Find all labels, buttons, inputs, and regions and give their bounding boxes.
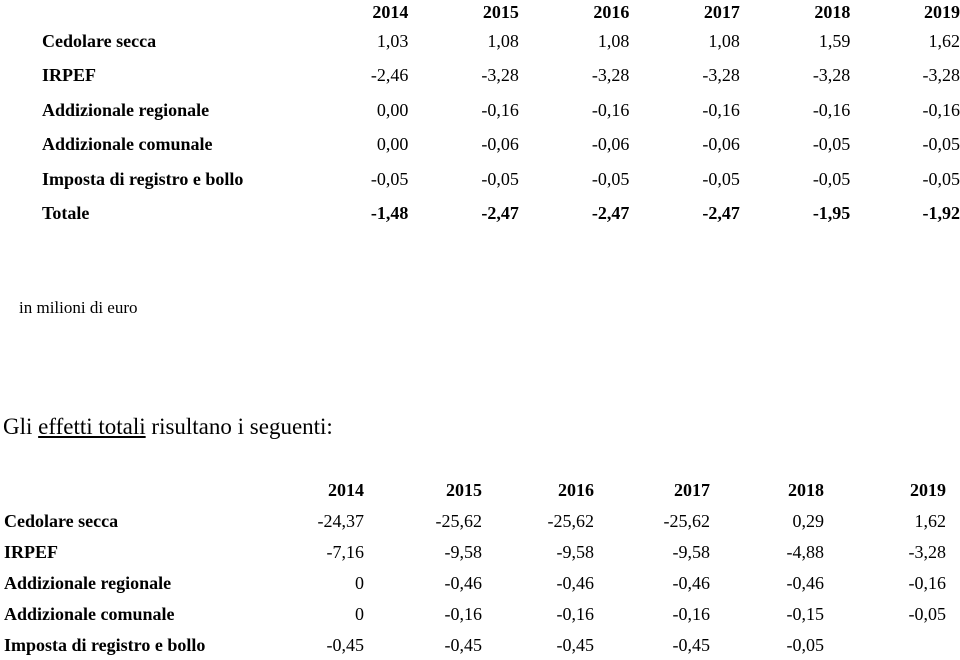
year-header: 2016 bbox=[593, 1, 630, 22]
table-row bbox=[0, 599, 946, 630]
year-header: 2018 bbox=[814, 1, 851, 22]
table-cell: -0,05 bbox=[812, 134, 851, 155]
table-cell: -3,28 bbox=[481, 65, 519, 86]
table-cell: -0,05 bbox=[702, 168, 740, 189]
table-cell: -9,58 bbox=[556, 542, 594, 562]
table-cell: -0,16 bbox=[702, 99, 740, 120]
table-cell: -0,16 bbox=[672, 604, 710, 624]
year-header: 2017 bbox=[674, 480, 710, 500]
table-cell: -3,28 bbox=[702, 65, 740, 86]
table-cell: -0,06 bbox=[591, 134, 630, 155]
row-label: Cedolare secca bbox=[4, 511, 119, 531]
unit-note: in milioni di euro bbox=[19, 298, 138, 317]
row-label: Addizionale regionale bbox=[4, 573, 172, 593]
table-cell: -0,05 bbox=[591, 168, 630, 189]
table-cell: -0,05 bbox=[812, 168, 851, 189]
year-header: 2016 bbox=[558, 480, 594, 500]
table-row bbox=[0, 128, 960, 163]
table-cell: -0,16 bbox=[556, 604, 594, 624]
table-cell: -3,28 bbox=[591, 65, 630, 86]
year-header: 2015 bbox=[446, 480, 482, 500]
table-row bbox=[0, 162, 960, 197]
year-header: 2019 bbox=[910, 480, 946, 500]
table-cell: -25,62 bbox=[547, 511, 594, 531]
table-cell: -0,45 bbox=[444, 635, 482, 655]
table-cell: -0,45 bbox=[326, 635, 364, 655]
table-cell: -0,16 bbox=[481, 99, 519, 120]
table-row bbox=[0, 537, 946, 568]
table-cell: 1,59 bbox=[818, 30, 851, 51]
table-cell: -9,58 bbox=[672, 542, 710, 562]
table-cell: 0,29 bbox=[792, 511, 824, 531]
table-cell: -0,05 bbox=[922, 134, 960, 155]
year-header: 2015 bbox=[482, 1, 519, 22]
table-cell: -4,88 bbox=[786, 542, 824, 562]
intro-text-underlined: effetti totali bbox=[38, 414, 146, 439]
row-label: IRPEF bbox=[42, 65, 96, 86]
section-intro-text bbox=[3, 414, 333, 440]
table-cell: 0,00 bbox=[376, 99, 409, 120]
table-cell: -0,45 bbox=[556, 635, 594, 655]
table-row bbox=[0, 24, 960, 59]
row-label: Totale bbox=[42, 203, 90, 224]
table-cell: 0 bbox=[355, 604, 364, 624]
table-cell: -2,47 bbox=[702, 203, 740, 224]
table-cell: 1,03 bbox=[376, 30, 409, 51]
table-cell: -1,48 bbox=[370, 203, 409, 224]
table-cell: -3,28 bbox=[812, 65, 851, 86]
row-label: Addizionale comunale bbox=[4, 604, 175, 624]
row-label: Imposta di registro e bollo bbox=[42, 168, 244, 189]
table-row bbox=[0, 506, 946, 537]
table-cell: -0,16 bbox=[908, 573, 946, 593]
table-cell: -25,62 bbox=[663, 511, 710, 531]
row-label: IRPEF bbox=[4, 542, 58, 562]
table-cell: -1,95 bbox=[812, 203, 851, 224]
tax-effects-table-total bbox=[0, 475, 946, 660]
table-cell: -0,46 bbox=[786, 573, 824, 593]
table-cell: 1,62 bbox=[928, 30, 960, 51]
tax-effects-table-annual bbox=[0, 0, 960, 231]
row-label-header bbox=[0, 475, 240, 506]
row-label: Addizionale comunale bbox=[42, 134, 213, 155]
table-cell: -2,47 bbox=[591, 203, 630, 224]
table-cell: 1,62 bbox=[914, 511, 946, 531]
total-row bbox=[0, 197, 960, 232]
table-header-row bbox=[0, 475, 946, 506]
intro-text-end: risultano i seguenti: bbox=[145, 414, 333, 439]
table-cell: -0,16 bbox=[591, 99, 630, 120]
table-cell: -1,92 bbox=[922, 203, 960, 224]
year-header: 2018 bbox=[788, 480, 824, 500]
table-cell: -0,46 bbox=[672, 573, 710, 593]
year-header: 2014 bbox=[372, 1, 409, 22]
table-cell: 0 bbox=[355, 573, 364, 593]
row-label: Addizionale regionale bbox=[42, 99, 210, 120]
row-label: Cedolare secca bbox=[42, 30, 157, 51]
table-cell: -24,37 bbox=[317, 511, 364, 531]
table-cell: -0,06 bbox=[702, 134, 740, 155]
table-cell: -0,16 bbox=[922, 99, 960, 120]
table-cell: -0,05 bbox=[370, 168, 409, 189]
table-cell: -0,45 bbox=[672, 635, 710, 655]
table-cell: 0,00 bbox=[376, 134, 409, 155]
table-cell: -3,28 bbox=[908, 542, 946, 562]
table-cell: -2,47 bbox=[481, 203, 519, 224]
table-cell: -0,05 bbox=[922, 168, 960, 189]
year-header: 2017 bbox=[703, 1, 740, 22]
table-cell: -2,46 bbox=[370, 65, 409, 86]
table-header-row bbox=[0, 0, 960, 24]
table-cell: -0,46 bbox=[556, 573, 594, 593]
table-cell: -3,28 bbox=[922, 65, 960, 86]
table-cell: -7,16 bbox=[326, 542, 364, 562]
table-cell: -0,06 bbox=[481, 134, 519, 155]
table-cell: -0,16 bbox=[444, 604, 482, 624]
table-cell: -25,62 bbox=[435, 511, 482, 531]
intro-text-start: Gli bbox=[3, 414, 39, 439]
table-cell: 1,08 bbox=[487, 30, 519, 51]
table-cell: -0,05 bbox=[786, 635, 824, 655]
table-cell: -0,15 bbox=[786, 604, 824, 624]
year-header: 2019 bbox=[924, 1, 960, 22]
table-row bbox=[0, 630, 946, 660]
table-cell: -0,46 bbox=[444, 573, 482, 593]
table-cell: 1,08 bbox=[597, 30, 630, 51]
table-cell: -0,05 bbox=[908, 604, 946, 624]
table-cell: 1,08 bbox=[708, 30, 740, 51]
table-row bbox=[0, 59, 960, 94]
table-cell: -0,05 bbox=[481, 168, 519, 189]
table-cell: -0,16 bbox=[812, 99, 851, 120]
table-cell: -9,58 bbox=[444, 542, 482, 562]
year-header: 2014 bbox=[328, 480, 364, 500]
table-cell bbox=[824, 630, 946, 660]
table-row bbox=[0, 93, 960, 128]
table-row bbox=[0, 568, 946, 599]
row-label-header bbox=[0, 0, 326, 24]
row-label: Imposta di registro e bollo bbox=[4, 635, 206, 655]
